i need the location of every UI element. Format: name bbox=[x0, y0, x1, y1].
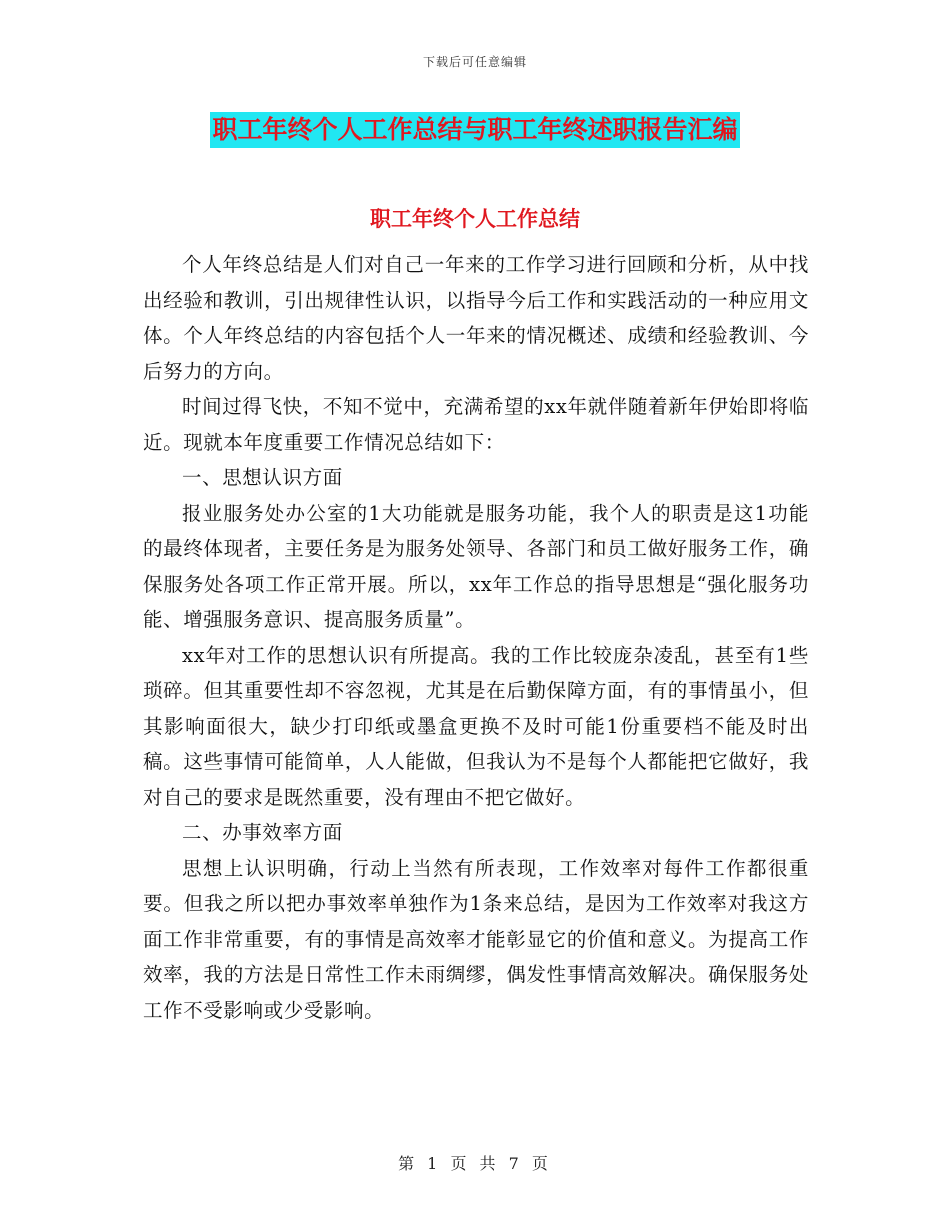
header-note: 下载后可任意编辑 bbox=[422, 55, 527, 69]
body-text bbox=[143, 247, 809, 1028]
section-title: 职工年终个人工作总结 bbox=[370, 206, 580, 231]
doc-title: 职工年终个人工作总结与职工年终述职报告汇编 bbox=[210, 112, 739, 148]
doc-title-container bbox=[0, 112, 950, 148]
heading-thought: 一、思想认识方面 bbox=[182, 466, 343, 489]
page-footer: 第 1 页 共 7 页 bbox=[398, 1154, 552, 1173]
paragraph-thought-1: 报业服务处办公室的1大功能就是服务功能，我个人的职责是这1功能的最终体现者，主要任务是为服务处领导、各部门和员工做好服务工作，确保服务处各项工作正常开展。所以，xx年工作总的指导思想是“强化服务功能、增强服务意识、提高服务质量”。 bbox=[143, 501, 809, 631]
paragraph-efficiency: 思想上认识明确，行动上当然有所表现，工作效率对每件工作都很重要。但我之所以把办事效率单独作为1条来总结，是因为工作效率对我这方面工作非常重要，有的事情是高效率才能彰显它的价值和意义。为提高工作效率，我的方法是日常性工作未雨绸缪，偶发性事情高效解决。确保服务处工作不受影响或少受影响。 bbox=[143, 856, 809, 1022]
paragraph-thought-2: xx年对工作的思想认识有所提高。我的工作比较庞杂凌乱，甚至有1些琐碎。但其重要性却不容忽视，尤其是在后勤保障方面，有的事情虽小，但其影响面很大，缺少打印纸或墨盒更换不及时可能1份重要档不能及时出稿。这些事情可能简单，人人能做，但我认为不是每个人都能把它做好，我对自己的要求是既然重要，没有理由不把它做好。 bbox=[143, 643, 809, 809]
paragraph-intro: 个人年终总结是人们对自己一年来的工作学习进行回顾和分析，从中找出经验和教训，引出规律性认识，以指导今后工作和实践活动的一种应用文体。个人年终总结的内容包括个人一年来的情况概述、成绩和经验教训、今后努力的方向。 bbox=[143, 253, 809, 383]
heading-efficiency: 二、办事效率方面 bbox=[182, 821, 343, 844]
paragraph-opening: 时间过得飞快，不知不觉中，充满希望的xx年就伴随着新年伊始即将临近。现就本年度重要工作情况总结如下： bbox=[143, 395, 809, 454]
